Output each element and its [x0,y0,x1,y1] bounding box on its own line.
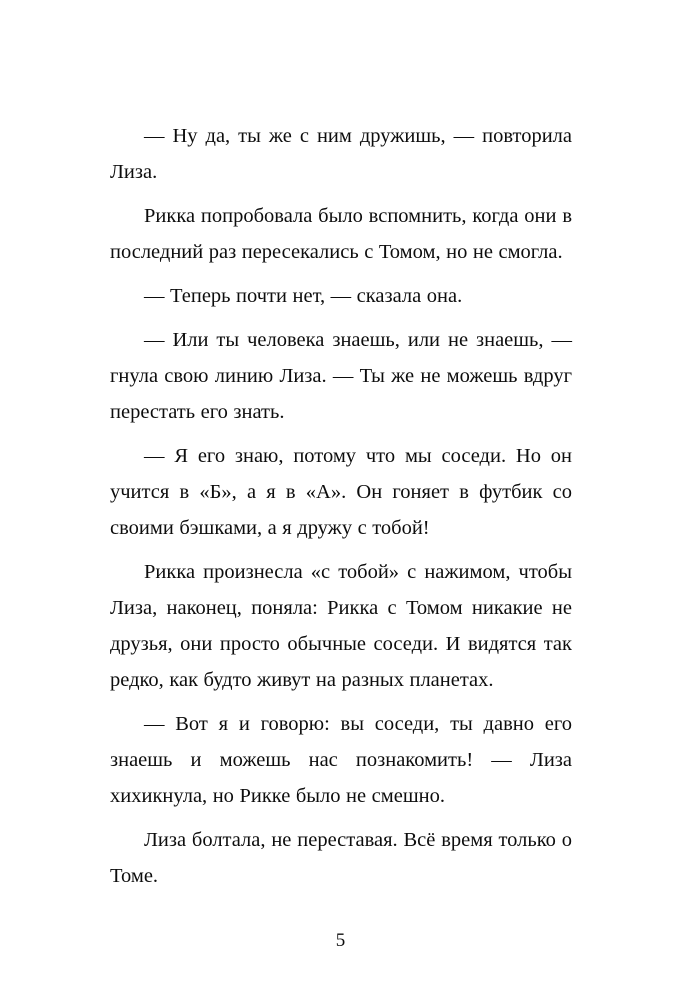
page-text-body [110,118,572,894]
paragraph: — Теперь почти нет, — сказала она. [144,285,463,307]
paragraph: Рикка произнесла «с тобой» с нажимом, чтобы Лиза, наконец, поняла: Рикка с Томом никакие не друзья, они просто обычные соседи. И видятся так редко, как будто живут на разных планетах. [110,561,572,691]
paragraph: Рикка попробовала было вспомнить, когда они в последний раз пересекались с Томом, но не смогла. [110,205,572,263]
paragraph: — Или ты человека знаешь, или не знаешь, — гнула свою линию Лиза. — Ты же не можешь вдруг перестать его знать. [110,329,572,423]
page-number: 5 [335,930,346,951]
paragraph: — Я его знаю, потому что мы соседи. Но он учится в «Б», а я в «А». Он гоняет в футбик со своими бэшками, а я дружу с тобой! [110,445,572,539]
paragraph: — Ну да, ты же с ним дружишь, — повторила Лиза. [110,125,572,183]
paragraph: Лиза болтала, не переставая. Всё время только о Томе. [110,829,572,887]
paragraph: — Вот я и говорю: вы соседи, ты давно его знаешь и можешь нас познакомить! — Лиза хихикнула, но Рикке было не смешно. [110,713,572,807]
